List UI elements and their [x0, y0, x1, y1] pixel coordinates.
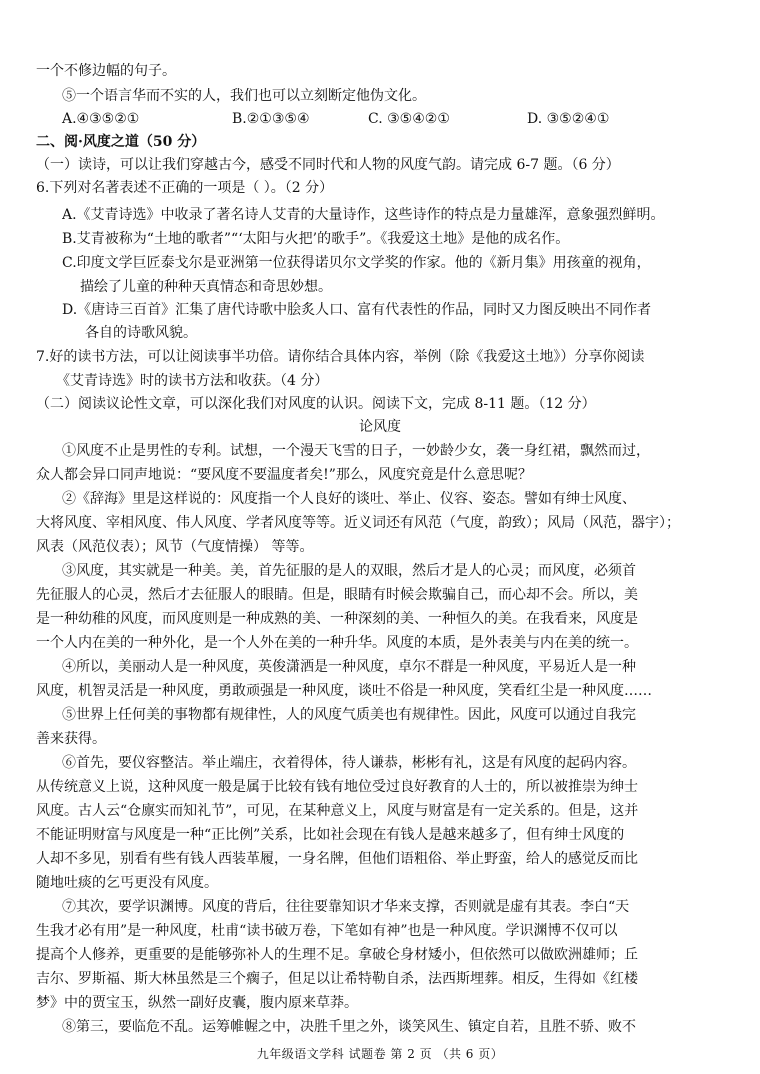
paragraph-line: ⑤世界上任何美的事物都有规律性，人的风度气质美也有规律性。因此，风度可以通过自我完 [62, 707, 636, 723]
paragraph-line: 众人都会异口同声地说：“要风度不要温度者矣!”那么，风度究竟是什么意思呢？ [36, 467, 532, 483]
paragraph-line: ⑥首先，要仪容整洁。举止端庄，衣着得体，待人谦恭，彬彬有礼，这是有风度的起码内容。 [62, 755, 636, 771]
option-d: D. ③⑤②④① [527, 111, 610, 127]
text-line: 一个不修边幅的句子。 [36, 63, 176, 79]
paragraph-line: ②《辞海》里是这样说的：风度指一个人良好的谈吐、举止、仪容、姿态。譬如有绅士风度、 [62, 491, 636, 507]
paragraph-line: 先征服人的心灵，然后才去征服人的眼睛。但是，眼睛有时候会欺骗自己，而心却不会。所以，美 [36, 587, 638, 603]
paragraph-line: ①风度不止是男性的专利。试想，一个漫天飞雪的日子，一妙龄少女，袭一身红裙，飘然而过， [62, 443, 650, 459]
paragraph-line: 提高个人修养，更重要的是能够弥补人的生理不足。拿破仑身材矮小，但依然可以做欧洲雄师；丘 [36, 947, 638, 963]
section-heading: 二、阅·风度之道（50 分） [36, 134, 206, 150]
option-line: A.《艾青诗选》中收录了著名诗人艾青的大量诗作，这些诗作的特点是力量雄浑，意象强烈鲜明。 [62, 207, 665, 223]
paragraph-line: 是一种幼稚的风度，而风度则是一种成熟的美、一种深刻的美、一种恒久的美。在我看来，风度是 [36, 611, 638, 627]
paragraph-line: 不能证明财富与风度是一种“正比例”关系，比如社会现在有钱人是越来越多了，但有绅士风度的 [36, 827, 625, 843]
text-line: （二）阅读议论性文章，可以深化我们对风度的认识。阅读下文，完成 8-11 题。（12 分） [36, 396, 596, 412]
option-line: D.《唐诗三百首》汇集了唐代诗歌中脍炙人口、富有代表性的作品，同时又力图反映出不同作者 [62, 302, 652, 318]
paragraph-line: 梦》中的贾宝玉，纵然一副好皮囊，腹内原来草莽。 [36, 995, 358, 1011]
options-row [0, 108, 760, 130]
question-6: 6.下列对名著表述不正确的一项是（ ）。（2 分） [36, 180, 334, 196]
paragraph-line: ④所以，美丽动人是一种风度，英俊潇洒是一种风度，卓尔不群是一种风度，平易近人是一种 [62, 659, 636, 675]
option-line: 各自的诗歌风貌。 [85, 325, 197, 341]
paragraph-line: 风度，机智灵活是一种风度，勇敢顽强是一种风度，谈吐不俗是一种风度，笑看红尘是一种风度…… [36, 683, 652, 699]
paragraph-line: 大将风度、宰相风度、伟人风度、学者风度等等。近义词还有风范（气度，韵致）；风局（风范，器宇）； [36, 515, 680, 531]
text-line: （一）读诗，可以让我们穿越古今，感受不同时代和人物的风度气韵。请完成 6-7 题。（6 分） [36, 157, 620, 173]
paragraph-line: ⑧第三，要临危不乱。运筹帷幄之中，决胜千里之外，谈笑风生、镇定自若，且胜不骄、败不 [62, 1019, 636, 1035]
article-title: 论风度 [359, 419, 401, 435]
paragraph-line: 随地吐痰的乞丐更没有风度。 [36, 875, 218, 891]
option-line: B.艾青被称为“土地的歌者”“‘太阳与火把’的歌手”。《我爱这土地》是他的成名作。 [62, 231, 570, 247]
page-footer: 九年级语文学科 试题卷 第 2 页 （共 6 页） [256, 1047, 504, 1061]
option-line: 描绘了儿童的种种天真情态和奇思妙想。 [80, 279, 332, 295]
paragraph-line: ③风度，其实就是一种美。美，首先征服的是人的双眼，然后才是人的心灵；而风度，必须首 [62, 563, 636, 579]
paragraph-line: ⑦其次，要学识渊博。风度的背后，往往要靠知识才华来支撑，否则就是虚有其表。李白“天 [62, 899, 630, 915]
option-line: C.印度文学巨匠泰戈尔是亚洲第一位获得诺贝尔文学奖的作家。他的《新月集》用孩童的视角， [62, 255, 651, 271]
paragraph-line: 从传统意义上说，这种风度一般是属于比较有钱有地位受过良好教育的人士的，所以被推崇为绅士 [36, 779, 638, 795]
paragraph-line: 风表（风范仪表）；风节（气度情操） 等等。 [36, 539, 314, 555]
paragraph-line: 风度。古人云“仓廪实而知礼节”，可见，在某种意义上，风度与财富是有一定关系的。但是，这并 [36, 803, 639, 819]
option-c: C. ③⑤④②① [368, 111, 450, 127]
option-b: B.②①③⑤④ [232, 111, 310, 127]
option-a: A.④③⑤②① [62, 111, 140, 127]
paragraph-line: 生我才必有用”是一种风度，杜甫“读书破万卷，下笔如有神”也是一种风度。学识渊博不仅可以 [36, 923, 618, 939]
paragraph-line: 吉尔、罗斯福、斯大林虽然是三个瘸子，但足以让希特勒自杀，法西斯埋葬。相反，生得如《红楼 [36, 971, 638, 987]
paragraph-line: 一个人内在美的一种外化，是一个人外在美的一种升华。风度的本质，是外表美与内在美的统一。 [36, 635, 638, 651]
question-7: 7.好的读书方法，可以让阅读事半功倍。请你结合具体内容，举例（除《我爱这土地》）分享你阅读 [36, 349, 645, 365]
text-line: ⑤一个语言华而不实的人，我们也可以立刻断定他伪文化。 [62, 88, 426, 104]
paragraph-line: 善来获得。 [36, 731, 106, 747]
text-line: 《艾青诗选》时的读书方法和收获。（4 分） [56, 373, 329, 389]
paragraph-line: 人却不多见，别看有些有钱人西装革履，一身名牌，但他们语粗俗、举止野蛮，给人的感觉反而比 [36, 851, 638, 867]
